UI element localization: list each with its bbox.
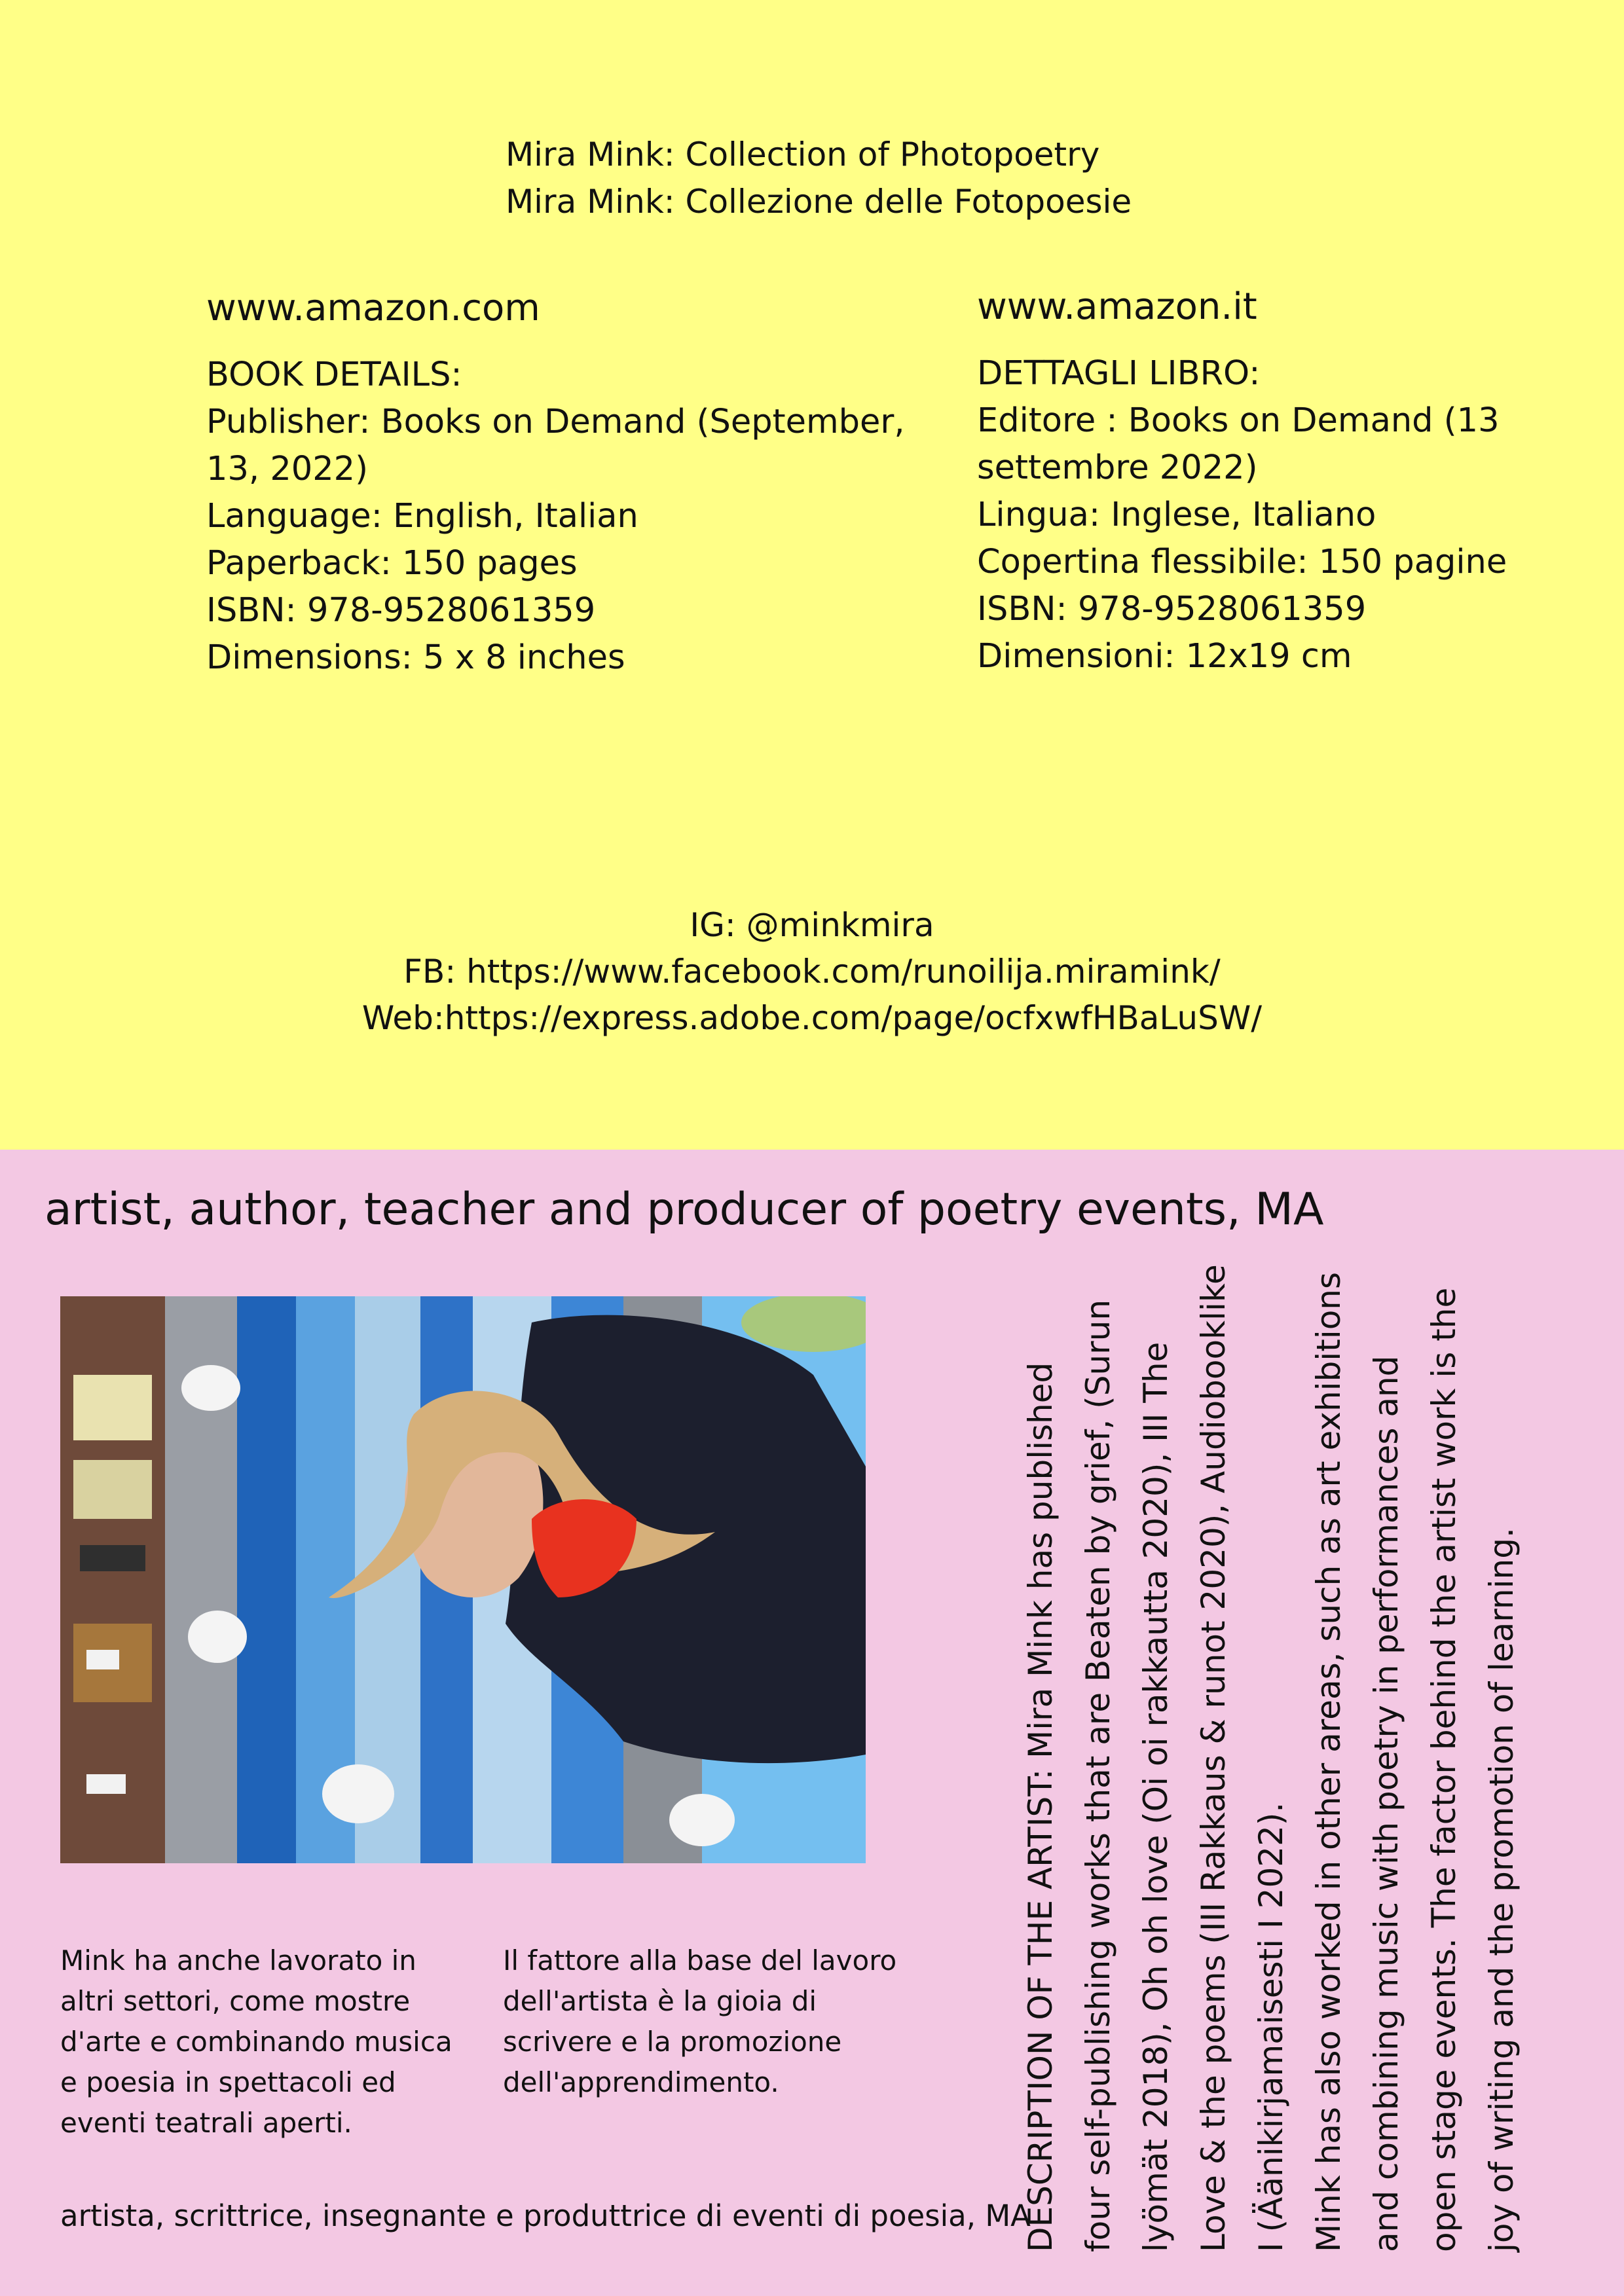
description-line: Mink has also worked in other areas, such as art exhibitions [1310, 1271, 1348, 2252]
note-line: Mink ha anche lavorato in [60, 1944, 416, 1977]
note-line: scrivere e la promozione [503, 2026, 842, 2058]
description-line: I (Äänikirjamaisesti I 2022). [1252, 1802, 1290, 2252]
website-link[interactable]: Web:https://express.adobe.com/page/ocfxwfHBaLuSW/ [361, 999, 1263, 1037]
note-line: e poesia in spettacoli ed [60, 2066, 396, 2098]
facebook-link[interactable]: FB: https://www.facebook.com/runoilija.miramink/ [403, 953, 1221, 991]
contacts [0, 902, 1624, 1042]
description-line: joy of writing and the promotion of learning. [1483, 1527, 1521, 2252]
description-line: Love & the poems (III Rakkaus & runot 2020), Audiobooklike [1194, 1264, 1232, 2252]
title-english: Mira Mink: Collection of Photopoetry [506, 136, 1100, 173]
paperback: Copertina flessibile: 150 pagine [977, 543, 1507, 581]
tagline-italian: artista, scrittrice, insegnante e produttrice di eventi di poesia, MA [60, 2198, 1031, 2233]
italian-note-left [60, 1941, 452, 2143]
description-line: lyömät 2018), Oh oh love (Oi oi rakkautta 2020), III The [1137, 1341, 1175, 2252]
language: Lingua: Inglese, Italiano [977, 496, 1376, 534]
amazon-it-link[interactable]: www.amazon.it [977, 285, 1257, 328]
isbn: ISBN: 978-9528061359 [977, 590, 1367, 629]
instagram-handle[interactable]: IG: @minkmira [690, 906, 934, 944]
book-details-english [206, 285, 905, 682]
paperback: Paperback: 150 pages [206, 544, 578, 583]
book-details-italian [977, 283, 1606, 680]
details-heading: BOOK DETAILS: [206, 355, 462, 394]
italian-note-right [503, 1941, 896, 2103]
book-titles [506, 131, 1132, 225]
language: Language: English, Italian [206, 497, 638, 536]
publisher-line2: settembre 2022) [977, 448, 1258, 487]
dimensions: Dimensions: 5 x 8 inches [206, 638, 625, 677]
note-line: eventi teatrali aperti. [60, 2107, 352, 2139]
note-line: dell'apprendimento. [503, 2066, 779, 2098]
dimensions: Dimensioni: 12x19 cm [977, 637, 1352, 676]
publisher-line2: 13, 2022) [206, 450, 369, 488]
note-line: Il fattore alla base del lavoro [503, 1944, 897, 1977]
amazon-com-link[interactable]: www.amazon.com [206, 287, 540, 329]
note-line: dell'artista è la gioia di [503, 1985, 817, 2017]
publisher-line1: Publisher: Books on Demand (September, [206, 403, 905, 441]
note-line: altri settori, come mostre [60, 1985, 411, 2017]
description-line: open stage events. The factor behind the artist work is the [1425, 1287, 1463, 2252]
description-line: DESCRIPTION OF THE ARTIST: Mira Mink has published [1022, 1362, 1060, 2252]
tagline-english: artist, author, teacher and producer of poetry events, MA [45, 1184, 1324, 1235]
description-line: and combining music with poetry in performances and [1367, 1355, 1405, 2252]
title-italian: Mira Mink: Collezione delle Fotopoesie [506, 183, 1132, 221]
artist-description [1012, 1244, 1562, 2252]
isbn: ISBN: 978-9528061359 [206, 591, 596, 630]
publisher-line1: Editore : Books on Demand (13 [977, 401, 1500, 440]
note-line: d'arte e combinando musica [60, 2026, 452, 2058]
description-line: four self-publishing works that are Beaten by grief, (Surun [1079, 1299, 1117, 2252]
artist-photo [60, 1296, 866, 1863]
details-heading: DETTAGLI LIBRO: [977, 354, 1261, 393]
